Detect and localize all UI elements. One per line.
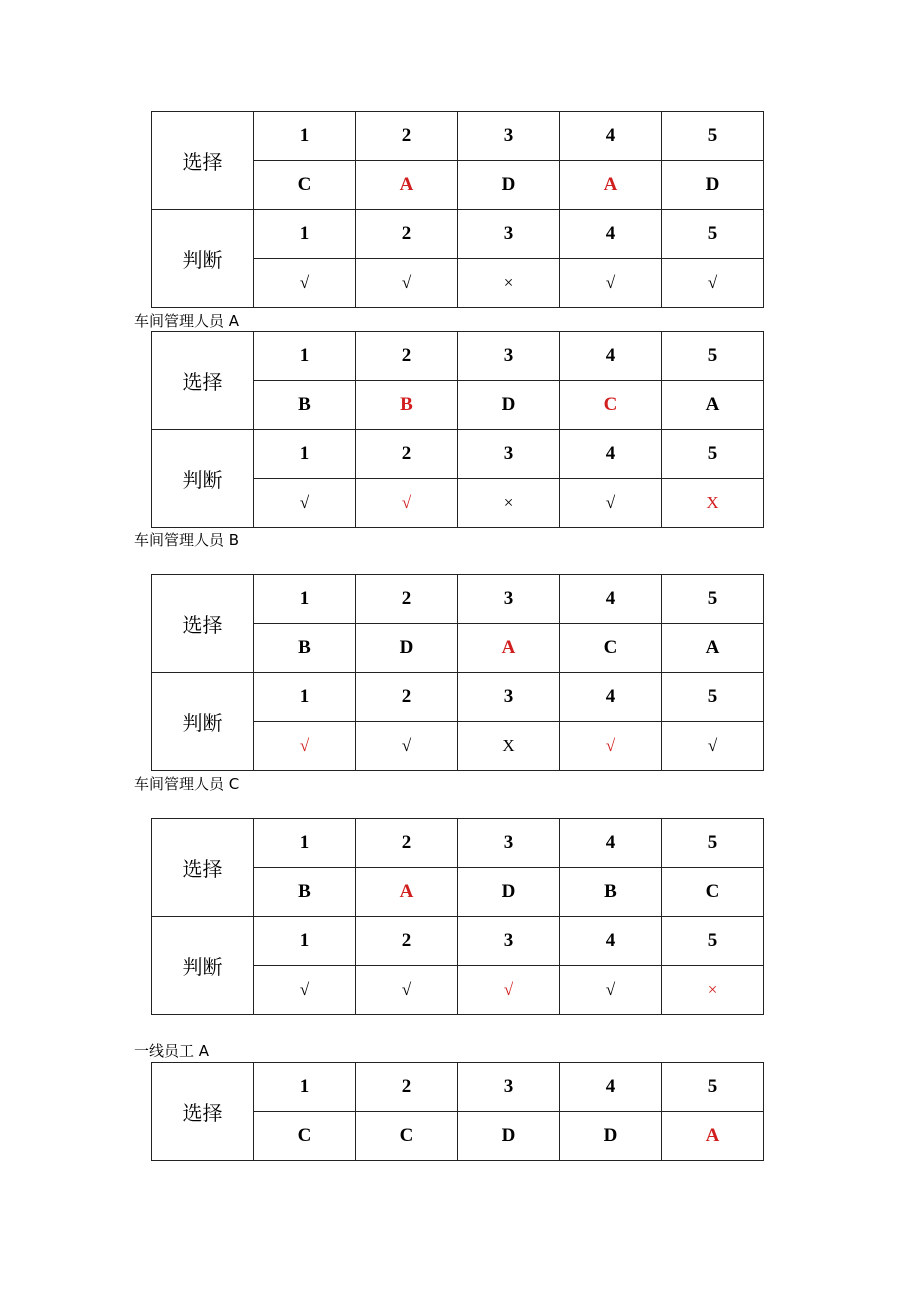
choice-answer: A — [458, 624, 560, 673]
choice-answer: D — [458, 381, 560, 430]
choice-number: 2 — [356, 819, 458, 868]
judge-header: 判断 — [152, 210, 254, 308]
choice-number: 3 — [458, 332, 560, 381]
judge-number: 2 — [356, 210, 458, 259]
choice-answer: D — [458, 1112, 560, 1161]
choice-number: 5 — [662, 332, 764, 381]
section-label: 车间管理人员 B — [134, 531, 240, 549]
choice-number: 1 — [254, 819, 356, 868]
choice-answer: D — [560, 1112, 662, 1161]
judge-mark: √ — [254, 479, 356, 528]
choice-answer: C — [356, 1112, 458, 1161]
choice-header: 选择 — [152, 112, 254, 210]
judge-header: 判断 — [152, 430, 254, 528]
judge-number: 1 — [254, 210, 356, 259]
choice-answer: A — [356, 868, 458, 917]
choice-number: 3 — [458, 1063, 560, 1112]
judge-mark: √ — [254, 722, 356, 771]
judge-mark: √ — [662, 722, 764, 771]
judge-number: 4 — [560, 917, 662, 966]
judge-mark: √ — [560, 259, 662, 308]
choice-answer: A — [662, 1112, 764, 1161]
judge-mark: √ — [254, 966, 356, 1015]
choice-number: 1 — [254, 112, 356, 161]
answer-table-4 — [151, 818, 764, 1015]
choice-answer: D — [356, 624, 458, 673]
choice-number: 2 — [356, 1063, 458, 1112]
judge-mark: × — [458, 479, 560, 528]
judge-mark: √ — [356, 722, 458, 771]
judge-number: 3 — [458, 210, 560, 259]
choice-number: 4 — [560, 332, 662, 381]
choice-answer: B — [254, 624, 356, 673]
judge-mark: × — [458, 259, 560, 308]
answer-table-3 — [151, 574, 764, 771]
choice-answer: A — [560, 161, 662, 210]
answer-table-2 — [151, 331, 764, 528]
choice-header: 选择 — [152, 575, 254, 673]
judge-mark: X — [662, 479, 764, 528]
choice-header: 选择 — [152, 1063, 254, 1161]
choice-answer: C — [254, 1112, 356, 1161]
choice-answer: C — [254, 161, 356, 210]
judge-number: 4 — [560, 210, 662, 259]
judge-header: 判断 — [152, 917, 254, 1015]
judge-mark: √ — [356, 259, 458, 308]
choice-answer: B — [356, 381, 458, 430]
judge-mark: × — [662, 966, 764, 1015]
judge-mark: √ — [356, 479, 458, 528]
judge-number: 2 — [356, 917, 458, 966]
choice-number: 2 — [356, 112, 458, 161]
choice-number: 2 — [356, 332, 458, 381]
judge-number: 5 — [662, 673, 764, 722]
choice-header: 选择 — [152, 819, 254, 917]
judge-mark: √ — [560, 722, 662, 771]
choice-header: 选择 — [152, 332, 254, 430]
choice-number: 4 — [560, 819, 662, 868]
choice-answer: A — [662, 381, 764, 430]
judge-mark: √ — [662, 259, 764, 308]
choice-answer: A — [662, 624, 764, 673]
judge-number: 4 — [560, 673, 662, 722]
choice-number: 4 — [560, 112, 662, 161]
choice-number: 1 — [254, 332, 356, 381]
judge-header: 判断 — [152, 673, 254, 771]
judge-number: 1 — [254, 917, 356, 966]
answer-table-1 — [151, 111, 764, 308]
judge-number: 1 — [254, 673, 356, 722]
choice-answer: C — [560, 381, 662, 430]
choice-number: 3 — [458, 575, 560, 624]
choice-number: 2 — [356, 575, 458, 624]
judge-mark: X — [458, 722, 560, 771]
choice-answer: D — [458, 868, 560, 917]
judge-number: 3 — [458, 673, 560, 722]
choice-answer: C — [662, 868, 764, 917]
judge-number: 5 — [662, 917, 764, 966]
choice-number: 1 — [254, 1063, 356, 1112]
section-label: 一线员工 A — [134, 1042, 210, 1060]
choice-answer: D — [458, 161, 560, 210]
choice-answer: B — [254, 381, 356, 430]
judge-number: 3 — [458, 430, 560, 479]
choice-number: 4 — [560, 1063, 662, 1112]
judge-number: 3 — [458, 917, 560, 966]
judge-mark: √ — [560, 479, 662, 528]
judge-number: 5 — [662, 210, 764, 259]
judge-mark: √ — [356, 966, 458, 1015]
judge-mark: √ — [560, 966, 662, 1015]
section-label: 车间管理人员 C — [134, 775, 240, 793]
judge-number: 2 — [356, 430, 458, 479]
choice-number: 3 — [458, 819, 560, 868]
choice-number: 5 — [662, 112, 764, 161]
section-label: 车间管理人员 A — [134, 312, 240, 330]
choice-number: 5 — [662, 1063, 764, 1112]
judge-number: 2 — [356, 673, 458, 722]
choice-answer: D — [662, 161, 764, 210]
choice-answer: B — [254, 868, 356, 917]
judge-number: 5 — [662, 430, 764, 479]
judge-mark: √ — [254, 259, 356, 308]
choice-number: 4 — [560, 575, 662, 624]
choice-answer: C — [560, 624, 662, 673]
choice-number: 5 — [662, 575, 764, 624]
choice-number: 3 — [458, 112, 560, 161]
answer-table-5 — [151, 1062, 764, 1161]
judge-mark: √ — [458, 966, 560, 1015]
judge-number: 1 — [254, 430, 356, 479]
choice-number: 1 — [254, 575, 356, 624]
choice-number: 5 — [662, 819, 764, 868]
judge-number: 4 — [560, 430, 662, 479]
choice-answer: B — [560, 868, 662, 917]
choice-answer: A — [356, 161, 458, 210]
